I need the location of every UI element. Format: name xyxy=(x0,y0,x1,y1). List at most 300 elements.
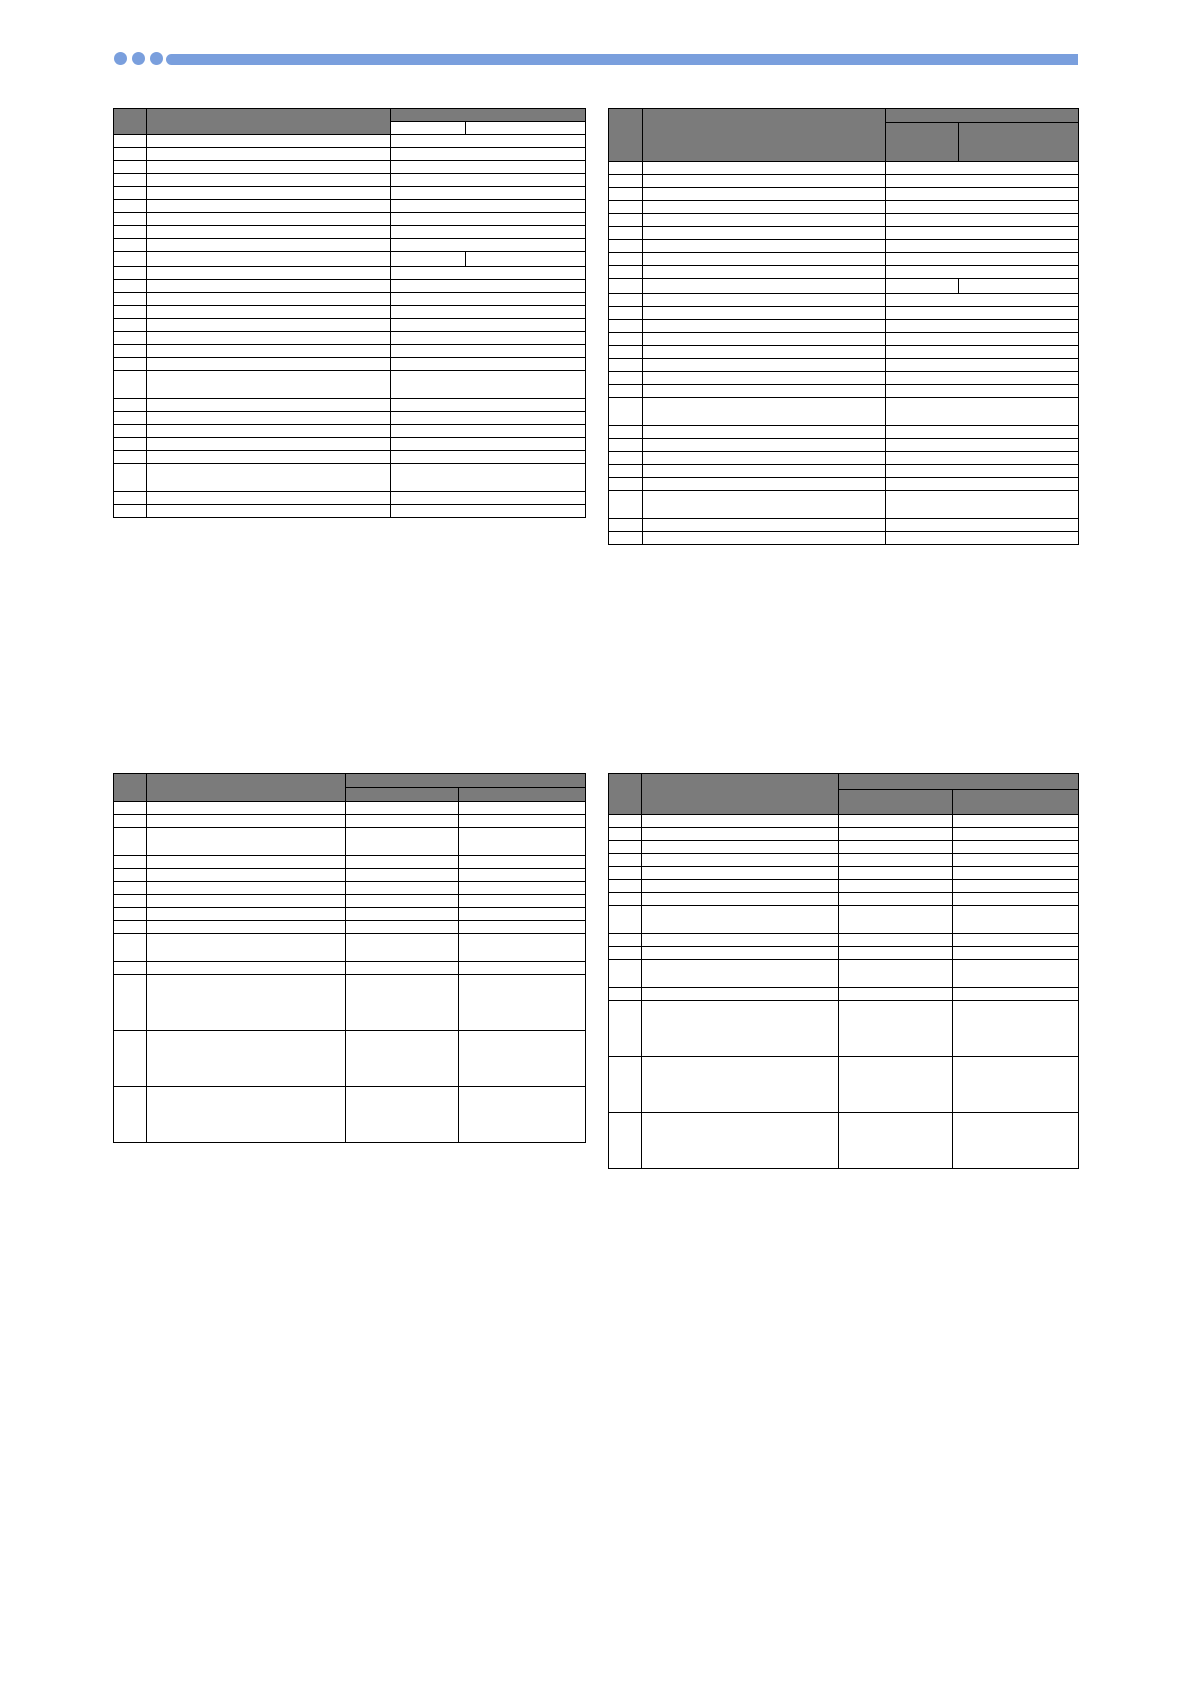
cell-value-a xyxy=(391,252,466,267)
cell-no xyxy=(609,320,643,333)
cell-value-b xyxy=(953,828,1079,841)
cell-item xyxy=(147,975,346,1031)
cell-value xyxy=(391,267,586,280)
cell-value xyxy=(886,162,1079,175)
cell-item xyxy=(643,227,886,240)
cell-item xyxy=(147,371,391,399)
table-top-left xyxy=(113,108,586,518)
table-row xyxy=(609,227,1079,240)
cell-value-a xyxy=(839,960,953,988)
cell-value-a xyxy=(839,934,953,947)
table-row xyxy=(609,867,1079,880)
column-header-item xyxy=(642,774,839,815)
cell-value-a xyxy=(839,893,953,906)
table-row xyxy=(114,332,586,345)
cell-item xyxy=(147,464,391,492)
cell-value xyxy=(391,200,586,213)
cell-item xyxy=(147,492,391,505)
cell-no xyxy=(609,1001,642,1057)
cell-item xyxy=(643,372,886,385)
cell-value xyxy=(391,280,586,293)
cell-item xyxy=(643,333,886,346)
cell-no xyxy=(609,346,643,359)
cell-no xyxy=(114,187,147,200)
cell-value xyxy=(391,399,586,412)
table-bottom-left xyxy=(113,773,586,1143)
cell-value xyxy=(886,439,1079,452)
cell-no xyxy=(114,306,147,319)
cell-no xyxy=(114,828,147,856)
cell-item xyxy=(147,319,391,332)
cell-value-b xyxy=(459,802,586,815)
cell-value-a xyxy=(839,841,953,854)
cell-item xyxy=(147,451,391,464)
cell-item xyxy=(643,385,886,398)
cell-no xyxy=(609,372,643,385)
cell-item xyxy=(643,279,886,294)
cell-no xyxy=(114,200,147,213)
cell-item xyxy=(642,880,839,893)
cell-item xyxy=(643,175,886,188)
cell-no xyxy=(609,906,642,934)
cell-value xyxy=(886,532,1079,545)
cell-no xyxy=(609,960,642,988)
cell-item xyxy=(147,239,391,252)
table-row xyxy=(114,226,586,239)
table-row xyxy=(114,252,586,267)
cell-item xyxy=(642,867,839,880)
table-row xyxy=(114,815,586,828)
column-subheader-a xyxy=(886,123,959,162)
cell-value-a xyxy=(346,828,459,856)
cell-value xyxy=(886,201,1079,214)
cell-value xyxy=(391,319,586,332)
cell-value xyxy=(886,227,1079,240)
cell-value-b xyxy=(953,880,1079,893)
table-row xyxy=(114,412,586,425)
cell-value-b xyxy=(459,856,586,869)
cell-item xyxy=(643,162,886,175)
cell-value-b xyxy=(953,960,1079,988)
table-row xyxy=(114,908,586,921)
cell-value-a xyxy=(346,975,459,1031)
cell-value xyxy=(886,188,1079,201)
table-row xyxy=(609,841,1079,854)
cell-item xyxy=(147,358,391,371)
column-subheader-a xyxy=(839,790,953,815)
cell-value-a xyxy=(839,815,953,828)
table-row xyxy=(114,319,586,332)
table-row xyxy=(609,346,1079,359)
column-subheader-a xyxy=(391,122,466,135)
cell-no xyxy=(609,947,642,960)
cell-no xyxy=(609,841,642,854)
cell-value-a xyxy=(839,828,953,841)
cell-item xyxy=(643,491,886,519)
cell-item xyxy=(643,532,886,545)
cell-item xyxy=(643,398,886,426)
table-row xyxy=(609,253,1079,266)
table-row xyxy=(609,398,1079,426)
cell-item xyxy=(147,895,346,908)
column-header-no xyxy=(114,109,147,135)
cell-no xyxy=(609,201,643,214)
cell-value-a xyxy=(346,869,459,882)
cell-value-a xyxy=(346,1031,459,1087)
table-row xyxy=(609,491,1079,519)
cell-item xyxy=(147,908,346,921)
cell-value-b xyxy=(953,988,1079,1001)
table-row xyxy=(114,1031,586,1087)
column-header-group xyxy=(346,774,586,788)
cell-no xyxy=(609,519,643,532)
cell-value-a xyxy=(886,279,959,294)
cell-no xyxy=(609,532,643,545)
table-row xyxy=(114,1087,586,1143)
cell-no xyxy=(114,438,147,451)
cell-item xyxy=(643,253,886,266)
cell-value-a xyxy=(839,947,953,960)
cell-item xyxy=(642,828,839,841)
cell-no xyxy=(114,399,147,412)
cell-value-b xyxy=(459,815,586,828)
cell-no xyxy=(114,856,147,869)
cell-value xyxy=(391,161,586,174)
table-row xyxy=(609,960,1079,988)
cell-value-b xyxy=(959,279,1079,294)
cell-value xyxy=(886,372,1079,385)
cell-value xyxy=(391,438,586,451)
table-row xyxy=(114,934,586,962)
column-subheader-b xyxy=(959,123,1079,162)
cell-no xyxy=(114,908,147,921)
table-row xyxy=(114,438,586,451)
cell-value-a xyxy=(346,895,459,908)
table-row xyxy=(609,988,1079,1001)
table-row xyxy=(609,532,1079,545)
table-row xyxy=(114,856,586,869)
cell-item xyxy=(643,359,886,372)
cell-value-b xyxy=(953,841,1079,854)
table-row xyxy=(609,320,1079,333)
cell-item xyxy=(147,412,391,425)
cell-value-a xyxy=(839,854,953,867)
cell-value-b xyxy=(459,934,586,962)
cell-no xyxy=(609,385,643,398)
column-header-group xyxy=(839,774,1079,790)
cell-value-b xyxy=(953,1113,1079,1169)
table-row xyxy=(114,135,586,148)
cell-value xyxy=(391,239,586,252)
cell-item xyxy=(147,934,346,962)
cell-item xyxy=(147,187,391,200)
cell-value xyxy=(886,307,1079,320)
column-subheader-a xyxy=(346,788,459,802)
table-row xyxy=(609,478,1079,491)
cell-item xyxy=(642,1057,839,1113)
cell-no xyxy=(609,452,643,465)
cell-no xyxy=(114,371,147,399)
table-row xyxy=(609,279,1079,294)
table-row xyxy=(609,333,1079,346)
cell-item xyxy=(147,962,346,975)
cell-no xyxy=(114,451,147,464)
cell-item xyxy=(147,226,391,239)
cell-value xyxy=(391,371,586,399)
table-row xyxy=(609,266,1079,279)
table-row xyxy=(609,201,1079,214)
column-header-item xyxy=(147,109,391,135)
table-row xyxy=(114,306,586,319)
cell-no xyxy=(609,1113,642,1169)
table-row xyxy=(609,1113,1079,1169)
cell-no xyxy=(114,895,147,908)
table-row xyxy=(114,869,586,882)
cell-item xyxy=(147,815,346,828)
cell-no xyxy=(114,358,147,371)
cell-no xyxy=(609,227,643,240)
table-row xyxy=(609,175,1079,188)
cell-no xyxy=(114,213,147,226)
table-row xyxy=(114,451,586,464)
cell-no xyxy=(609,294,643,307)
column-header-no xyxy=(609,109,643,162)
column-header-item xyxy=(147,774,346,802)
cell-item xyxy=(147,213,391,226)
cell-no xyxy=(609,491,643,519)
cell-no xyxy=(114,345,147,358)
cell-no xyxy=(114,161,147,174)
table-row xyxy=(609,1057,1079,1113)
cell-no xyxy=(114,1031,147,1087)
cell-item xyxy=(147,252,391,267)
table-row xyxy=(114,802,586,815)
cell-no xyxy=(114,869,147,882)
cell-value-b xyxy=(459,1087,586,1143)
cell-value-b xyxy=(953,1001,1079,1057)
cell-no xyxy=(609,279,643,294)
table-row xyxy=(609,906,1079,934)
cell-value xyxy=(391,213,586,226)
cell-value xyxy=(391,226,586,239)
cell-value-a xyxy=(346,1087,459,1143)
table-row xyxy=(609,439,1079,452)
column-subheader-b xyxy=(466,122,586,135)
header-bar xyxy=(166,54,1078,65)
cell-no xyxy=(114,425,147,438)
table-row xyxy=(114,975,586,1031)
column-header-no xyxy=(609,774,642,815)
table-row xyxy=(114,345,586,358)
cell-value xyxy=(391,492,586,505)
cell-item xyxy=(643,307,886,320)
cell-value-b xyxy=(459,908,586,921)
header-dot-icon xyxy=(150,52,163,65)
cell-item xyxy=(147,399,391,412)
cell-value xyxy=(886,359,1079,372)
column-subheader-b xyxy=(459,788,586,802)
cell-no xyxy=(114,962,147,975)
cell-value xyxy=(886,294,1079,307)
cell-item xyxy=(643,465,886,478)
cell-item xyxy=(642,893,839,906)
cell-no xyxy=(609,359,643,372)
cell-value xyxy=(391,464,586,492)
cell-no xyxy=(609,307,643,320)
cell-item xyxy=(642,934,839,947)
cell-value-b xyxy=(953,947,1079,960)
cell-value xyxy=(391,293,586,306)
table-row xyxy=(609,854,1079,867)
cell-item xyxy=(643,214,886,227)
cell-no xyxy=(609,162,643,175)
cell-no xyxy=(114,921,147,934)
column-subheader-b xyxy=(953,790,1079,815)
cell-no xyxy=(114,1087,147,1143)
table-top-right xyxy=(608,108,1079,545)
cell-value xyxy=(886,214,1079,227)
cell-value xyxy=(391,412,586,425)
cell-item xyxy=(643,478,886,491)
table-row xyxy=(114,293,586,306)
cell-no xyxy=(609,188,643,201)
cell-value xyxy=(886,240,1079,253)
cell-no xyxy=(609,478,643,491)
cell-no xyxy=(609,398,643,426)
column-header-no xyxy=(114,774,147,802)
cell-item xyxy=(147,505,391,518)
cell-item xyxy=(643,439,886,452)
cell-no xyxy=(114,464,147,492)
table-row xyxy=(114,399,586,412)
cell-no xyxy=(114,280,147,293)
cell-item xyxy=(147,1087,346,1143)
cell-item xyxy=(642,947,839,960)
cell-value xyxy=(391,345,586,358)
cell-value-b xyxy=(459,882,586,895)
cell-item xyxy=(642,815,839,828)
cell-no xyxy=(114,174,147,187)
page-header-rule xyxy=(114,52,1078,66)
cell-value xyxy=(886,478,1079,491)
cell-item xyxy=(147,438,391,451)
cell-item xyxy=(147,280,391,293)
cell-item xyxy=(147,802,346,815)
cell-no xyxy=(114,492,147,505)
cell-no xyxy=(609,266,643,279)
cell-value-a xyxy=(346,934,459,962)
table-row xyxy=(609,372,1079,385)
cell-value-a xyxy=(839,1057,953,1113)
table-row xyxy=(609,214,1079,227)
cell-value-a xyxy=(839,1113,953,1169)
table-row xyxy=(609,452,1079,465)
table-row xyxy=(609,828,1079,841)
table-row xyxy=(609,519,1079,532)
cell-value-b xyxy=(459,869,586,882)
table-row xyxy=(609,934,1079,947)
cell-item xyxy=(643,426,886,439)
cell-item xyxy=(147,345,391,358)
cell-value xyxy=(886,333,1079,346)
cell-value-b xyxy=(459,975,586,1031)
table-row xyxy=(609,294,1079,307)
cell-value xyxy=(886,320,1079,333)
table-row xyxy=(609,893,1079,906)
table-row xyxy=(609,815,1079,828)
cell-no xyxy=(114,239,147,252)
cell-value-b xyxy=(953,893,1079,906)
header-dot-icon xyxy=(114,52,127,65)
cell-item xyxy=(147,267,391,280)
cell-no xyxy=(609,175,643,188)
cell-value xyxy=(391,451,586,464)
table-row xyxy=(609,1001,1079,1057)
table-row xyxy=(609,880,1079,893)
table-row xyxy=(114,505,586,518)
table-row xyxy=(609,162,1079,175)
table-row xyxy=(114,200,586,213)
cell-item xyxy=(642,854,839,867)
cell-no xyxy=(609,988,642,1001)
cell-item xyxy=(147,425,391,438)
cell-item xyxy=(147,856,346,869)
cell-item xyxy=(643,519,886,532)
cell-value-b xyxy=(466,252,586,267)
column-header-item xyxy=(643,109,886,162)
cell-item xyxy=(147,869,346,882)
cell-value xyxy=(886,519,1079,532)
cell-item xyxy=(642,960,839,988)
cell-no xyxy=(114,293,147,306)
cell-no xyxy=(114,267,147,280)
cell-item xyxy=(147,293,391,306)
cell-no xyxy=(609,1057,642,1113)
cell-item xyxy=(147,135,391,148)
table-row xyxy=(114,161,586,174)
table-row xyxy=(114,921,586,934)
table-row xyxy=(609,188,1079,201)
cell-value-b xyxy=(459,828,586,856)
cell-value-b xyxy=(459,895,586,908)
column-header-group xyxy=(391,109,586,122)
cell-item xyxy=(147,306,391,319)
cell-value xyxy=(391,332,586,345)
cell-value-a xyxy=(346,882,459,895)
cell-no xyxy=(114,412,147,425)
cell-value xyxy=(391,135,586,148)
table-row xyxy=(114,882,586,895)
cell-value-a xyxy=(839,867,953,880)
cell-no xyxy=(609,828,642,841)
table-row xyxy=(609,385,1079,398)
column-header-group xyxy=(886,109,1079,123)
cell-value-a xyxy=(346,921,459,934)
table-row xyxy=(114,280,586,293)
table-row xyxy=(609,307,1079,320)
table-row xyxy=(114,895,586,908)
cell-value-a xyxy=(346,908,459,921)
table-row xyxy=(114,187,586,200)
cell-item xyxy=(147,200,391,213)
cell-value-b xyxy=(953,867,1079,880)
cell-no xyxy=(114,802,147,815)
cell-no xyxy=(609,333,643,346)
table-row xyxy=(114,267,586,280)
cell-no xyxy=(609,854,642,867)
cell-value xyxy=(391,505,586,518)
cell-value xyxy=(886,266,1079,279)
